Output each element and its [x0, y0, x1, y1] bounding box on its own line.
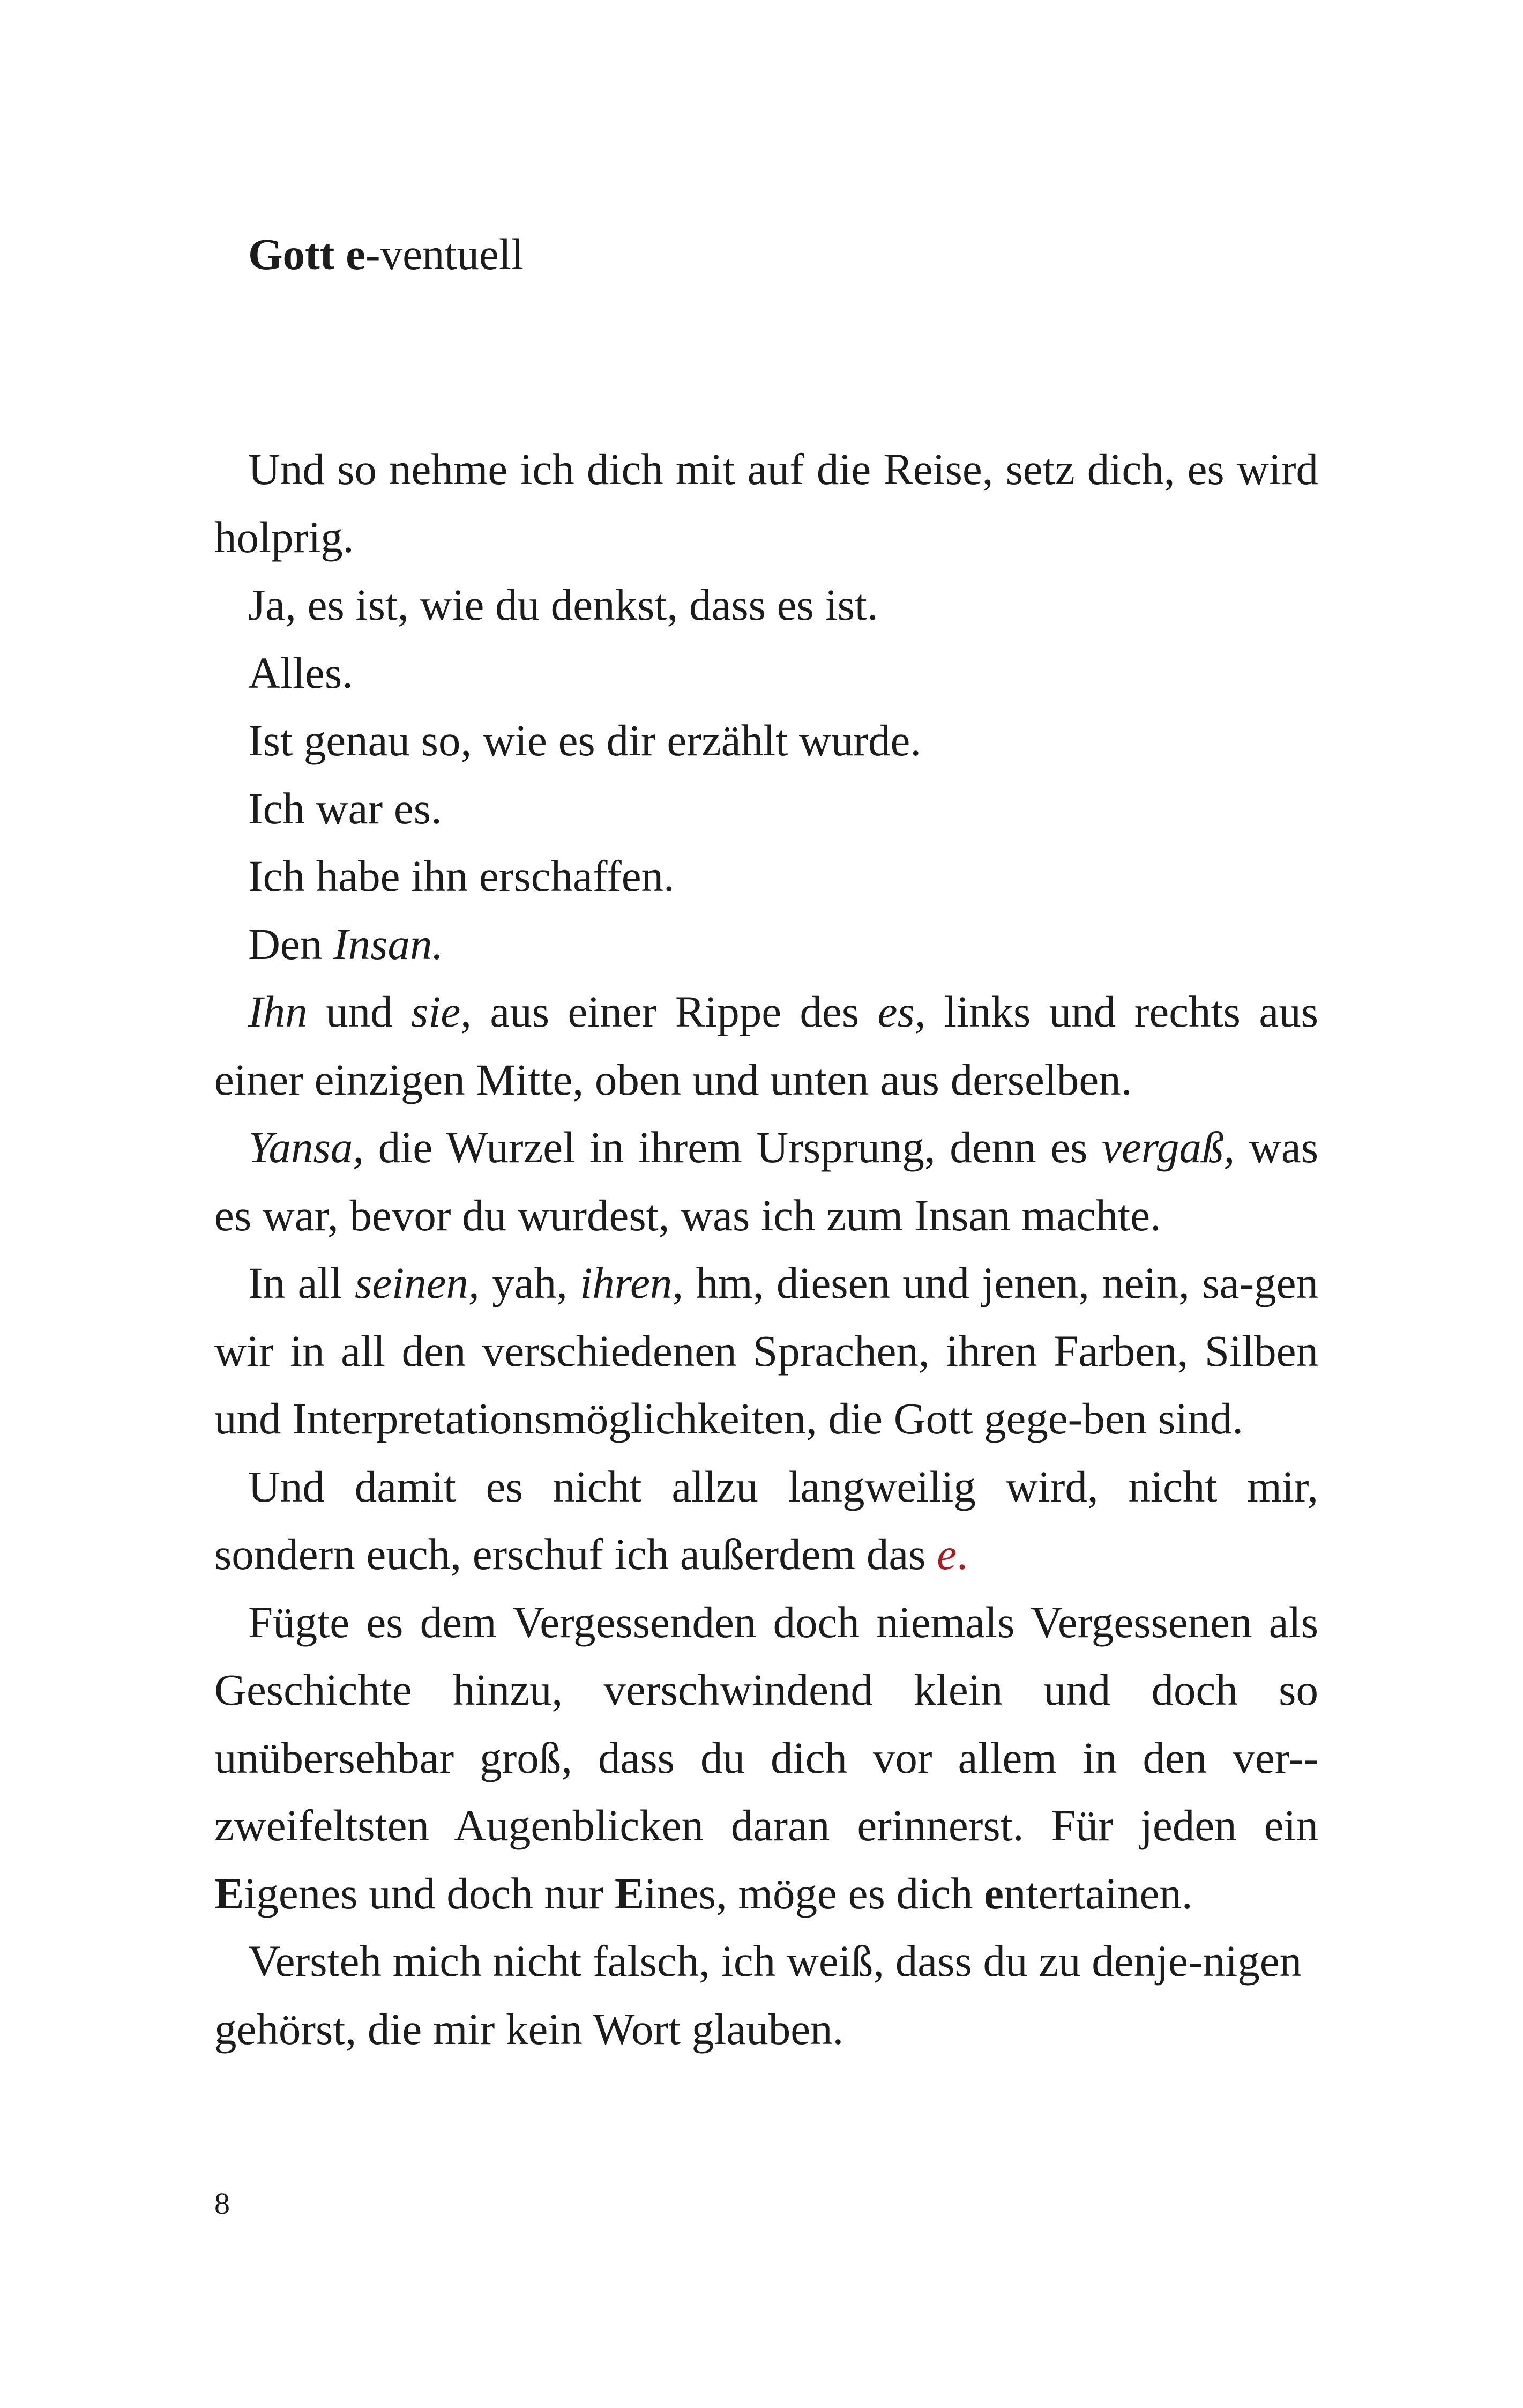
text-run: ntertainen.	[1004, 1868, 1193, 1918]
paragraph: Und so nehme ich dich mit auf die Reise, setz dich, es wird holprig.	[214, 444, 1318, 562]
paragraph: Ist genau so, wie es dir erzählt wurde.	[248, 716, 922, 765]
paragraph: Alles.	[248, 648, 353, 697]
italic-word: sie	[411, 987, 461, 1036]
paragraph	[214, 1588, 1318, 1928]
paragraph	[214, 978, 1318, 1113]
bold-letter: E	[214, 1868, 244, 1918]
text-run: Den	[248, 919, 334, 969]
text-run: Versteh mich nicht falsch, ich weiß, dass du zu denje-nigen gehörst, die mir kein Wort glauben.	[214, 1936, 1302, 2054]
chapter-title-bold: Gott e	[248, 229, 365, 279]
italic-word: es,	[877, 987, 926, 1036]
paragraph: Ja, es ist, wie du denkst, dass es ist.	[248, 580, 878, 629]
bold-letter: e	[984, 1868, 1004, 1918]
paragraph	[214, 1453, 1318, 1588]
text-run: was es war, bevor du wurdest, was ich zum Insan machte.	[214, 1123, 1318, 1240]
text-run: , aus einer Rippe des	[460, 987, 878, 1036]
text-run: links und rechts aus einer einzigen Mitte, oben und unten aus derselben.	[214, 987, 1319, 1104]
italic-word: ihren,	[580, 1258, 684, 1307]
text-run: igenes und doch nur	[244, 1868, 615, 1918]
italic-word: Ihn	[248, 987, 308, 1036]
text-run: yah,	[479, 1258, 580, 1307]
text-run: die Wurzel in ihrem Ursprung, denn es	[364, 1123, 1102, 1172]
italic-word: vergaß,	[1102, 1123, 1235, 1172]
text-run: ines, möge es dich	[644, 1868, 984, 1918]
paragraph	[214, 1113, 1318, 1249]
paragraph: Ich habe ihn erschaffen.	[248, 851, 675, 901]
chapter-title	[248, 228, 524, 281]
italic-word: seinen,	[355, 1258, 480, 1307]
paragraph	[214, 910, 1318, 978]
italic-word: Insan.	[333, 919, 444, 969]
body-text	[214, 435, 1318, 2063]
chapter-title-rest: -ventuell	[365, 229, 524, 279]
italic-word: Yansa,	[248, 1123, 364, 1172]
text-run: In all	[248, 1258, 355, 1307]
text-run: Fügte es dem Vergessenden doch niemals Vergessenen als Geschichte hinzu, verschwindend klein und doch so unübersehbar groß, dass du dich vor allem in den ver-zweifeltsten Augenblicken daran erinnerst. Für jeden ein	[214, 1597, 1318, 1850]
paragraph	[214, 1249, 1318, 1453]
page-number: 8	[214, 2186, 230, 2221]
text-run: hm, diesen und jenen, nein, sa-gen wir in all den verschiedenen Sprachen, ihren Farben, Silben und Interpretationsmöglichkeiten, die Gott gege-ben sind.	[214, 1258, 1319, 1443]
red-e-letter: e	[937, 1529, 957, 1579]
paragraph	[214, 1927, 1318, 2063]
text-run: Und damit es nicht allzu langweilig wird, nicht mir, sondern euch, erschuf ich außerdem das	[214, 1461, 1318, 1579]
text-run: und	[307, 987, 412, 1036]
bold-letter: E	[614, 1868, 645, 1918]
red-period: .	[957, 1529, 968, 1579]
paragraph: Ich war es.	[248, 783, 442, 833]
